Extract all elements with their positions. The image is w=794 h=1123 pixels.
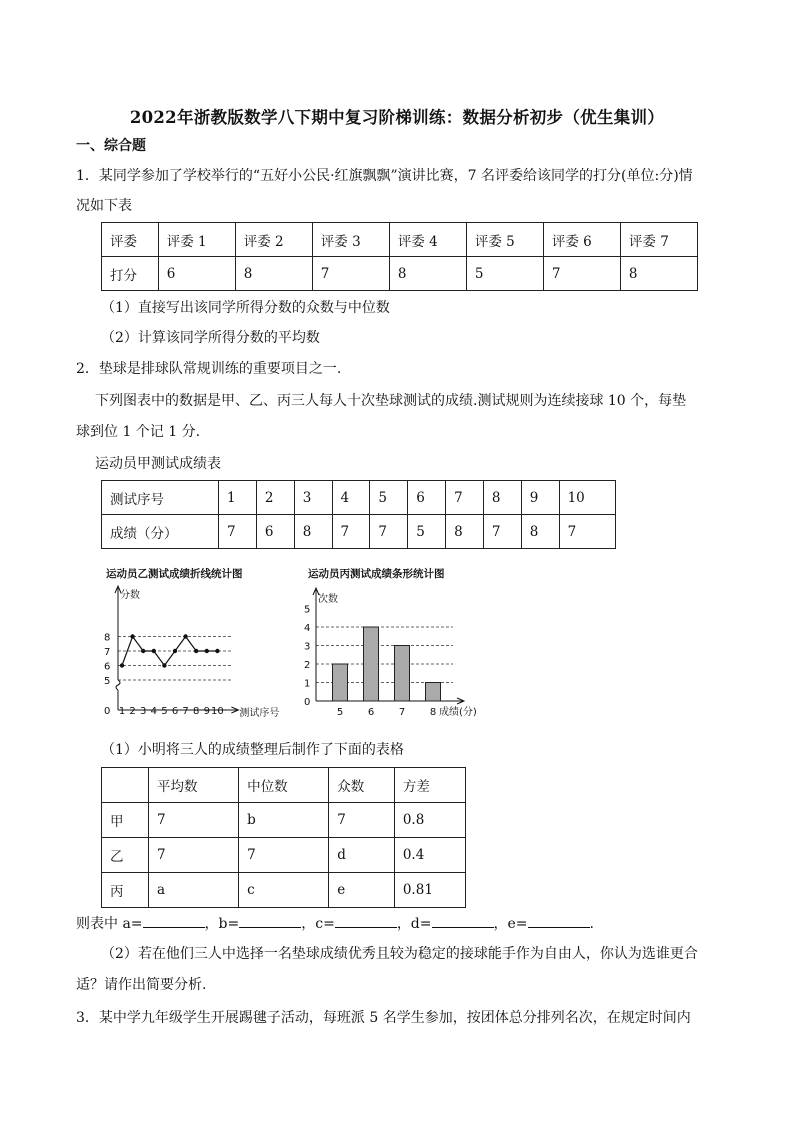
- y-tick-labels: [304, 605, 310, 690]
- table-cell: [102, 768, 149, 803]
- y-tick-label: 7: [104, 647, 111, 658]
- table-cell: 3: [294, 481, 332, 515]
- chart-title: 运动员乙测试成绩折线统计图: [106, 568, 243, 580]
- x-tick-label: 8: [193, 706, 200, 717]
- q2-sub1: （1）小明将三人的成绩整理后制作了下面的表格: [101, 742, 404, 758]
- y-tick-labels: [104, 633, 110, 688]
- table-cell: 评委 2: [235, 223, 312, 257]
- paper-title: 2022年浙教版数学八下期中复习阶梯训练：数据分析初步（优生集训）: [129, 108, 665, 127]
- table-cell: c: [239, 873, 329, 908]
- table-cell: 评委 3: [312, 223, 389, 257]
- y-axis-label: 分数: [120, 590, 140, 601]
- data-point: [141, 649, 145, 653]
- table-cell: d: [329, 838, 395, 873]
- table-cell: 7: [446, 481, 484, 515]
- table-cell: 5: [408, 515, 446, 549]
- athlete-c-bar-chart: [300, 562, 500, 724]
- section-heading: 一、综合题: [76, 138, 146, 154]
- fill-end: .: [589, 916, 594, 932]
- table-cell: 8: [235, 257, 312, 291]
- table-cell: 1: [219, 481, 257, 515]
- table-cell: 6: [256, 515, 294, 549]
- data-point: [120, 663, 124, 667]
- table-cell: 6: [408, 481, 446, 515]
- data-point: [183, 634, 187, 638]
- table-cell: 5: [370, 481, 408, 515]
- table-cell: 评委 5: [466, 223, 543, 257]
- q3-stem-line1: 3．某中学九年级学生开展踢毽子活动，每班派 5 名学生参加，按团体总分排列名次，在规定时间内: [76, 1010, 691, 1026]
- y-tick-label: 1: [304, 678, 311, 690]
- x-tick-labels: [119, 706, 224, 717]
- table-cell: 7: [239, 838, 329, 873]
- x-tick-label: 2: [129, 706, 136, 717]
- answer-blank-c[interactable]: [335, 913, 397, 928]
- data-point: [130, 634, 134, 638]
- table-cell: 评委 7: [620, 223, 697, 257]
- y-axis-label: 次数: [318, 594, 338, 605]
- y-tick-label: 5: [304, 604, 311, 616]
- table-cell: 6: [158, 257, 235, 291]
- table-cell: 8: [521, 515, 559, 549]
- table-cell: 8: [446, 515, 484, 549]
- x-tick-label: 7: [398, 707, 406, 718]
- table-cell: 评委 1: [158, 223, 235, 257]
- x-tick-label: 6: [367, 707, 375, 718]
- x-axis-label: 成绩(分): [439, 707, 477, 718]
- q2-summary-table: [101, 767, 466, 908]
- table-cell: 7: [329, 803, 395, 838]
- table-cell: 5: [466, 257, 543, 291]
- table-cell: e: [329, 873, 395, 908]
- x-tick-label: 5: [336, 707, 344, 718]
- y-tick-label: 8: [104, 632, 111, 644]
- data-point: [173, 649, 177, 653]
- x-tick-label: 5: [161, 706, 168, 717]
- bar: [333, 664, 348, 701]
- data-point: [215, 649, 219, 653]
- y-tick-label: 4: [304, 623, 311, 634]
- table-cell: 中位数: [239, 768, 329, 803]
- q1-score-table: [101, 222, 698, 291]
- data-point: [152, 649, 156, 653]
- table-cell: 8: [483, 481, 521, 515]
- fill-label-c: ，c=: [301, 916, 335, 932]
- y-tick-label: 6: [104, 661, 111, 673]
- table-cell: 7: [219, 515, 257, 549]
- q2-fill-blanks: [76, 913, 594, 934]
- data-point: [162, 663, 166, 667]
- table-cell: 众数: [329, 768, 395, 803]
- table-cell: 8: [620, 257, 697, 291]
- x-tick-label: 6: [171, 706, 179, 717]
- answer-blank-b[interactable]: [239, 913, 301, 928]
- table-cell: 10: [559, 481, 615, 515]
- table-cell: 0.81: [394, 873, 465, 908]
- chart-title: 运动员丙测试成绩条形统计图: [308, 568, 445, 580]
- data-point: [205, 649, 209, 653]
- origin-label: 0: [104, 706, 111, 717]
- table-cell: 乙: [102, 838, 149, 873]
- x-tick-label: 3: [140, 706, 147, 717]
- y-tick-label: 3: [304, 641, 311, 653]
- table-cell: 7: [483, 515, 521, 549]
- chart-grid: [118, 637, 231, 681]
- q1-sub1: （1）直接写出该同学所得分数的众数与中位数: [101, 300, 390, 316]
- table-cell: 平均数: [149, 768, 239, 803]
- x-axis-label: 测试序号: [239, 708, 280, 719]
- table-cell: 甲: [102, 803, 149, 838]
- q1-sub2: （2）计算该同学所得分数的平均数: [101, 330, 320, 346]
- table-cell: 方差: [394, 768, 465, 803]
- table-cell: 0.4: [394, 838, 465, 873]
- table-cell: 丙: [102, 873, 149, 908]
- table-cell: 7: [559, 515, 615, 549]
- table-cell: 9: [521, 481, 559, 515]
- fill-label-d: ，d=: [396, 916, 432, 932]
- table-cell: 7: [543, 257, 620, 291]
- x-tick-label: 9: [203, 706, 210, 717]
- table-cell: 2: [256, 481, 294, 515]
- table-cell: 7: [332, 515, 370, 549]
- x-tick-label: 8: [429, 707, 437, 718]
- answer-blank-d[interactable]: [432, 913, 494, 928]
- q2-table-title: 运动员甲测试成绩表: [95, 456, 221, 472]
- answer-blank-e[interactable]: [528, 913, 590, 928]
- q1-stem-line2: 况如下表: [76, 198, 132, 214]
- table-cell: 7: [149, 838, 239, 873]
- table-cell: a: [149, 873, 239, 908]
- q2-sub2-line1: （2）若在他们三人中选择一名垫球成绩优秀且较为稳定的接球能手作为自由人，你认为选谁更合: [101, 946, 698, 962]
- data-point: [194, 649, 198, 653]
- bar: [364, 627, 379, 701]
- table-cell: 8: [294, 515, 332, 549]
- q2-stem-line3: 球到位 1 个记 1 分.: [76, 424, 201, 440]
- table-cell: 7: [149, 803, 239, 838]
- table-cell: 评委: [102, 223, 159, 257]
- q2-athlete-a-table: [101, 480, 616, 549]
- y-tick-label: 2: [304, 660, 311, 671]
- bar: [395, 646, 410, 702]
- fill-label-b: ，b=: [204, 916, 240, 932]
- table-cell: 0.8: [394, 803, 465, 838]
- answer-blank-a[interactable]: [143, 913, 205, 928]
- origin-label: 0: [304, 697, 311, 708]
- table-cell: 测试序号: [102, 481, 219, 515]
- fill-label-e: ，e=: [493, 916, 528, 932]
- q2-stem-line2: 下列图表中的数据是甲、乙、丙三人每人十次垫球测试的成绩.测试规则为连续接球 10 个，每垫: [95, 393, 687, 409]
- table-cell: 评委 4: [389, 223, 466, 257]
- x-tick-label: 7: [182, 706, 189, 717]
- fill-prefix: 则表中 a=: [76, 916, 143, 932]
- x-tick-label: 1: [118, 706, 126, 717]
- table-cell: 4: [332, 481, 370, 515]
- athlete-b-line-chart: [96, 562, 306, 724]
- table-cell: 评委 6: [543, 223, 620, 257]
- table-cell: 7: [312, 257, 389, 291]
- table-cell: 8: [389, 257, 466, 291]
- bars: [333, 627, 441, 718]
- bar: [426, 683, 441, 702]
- table-cell: 7: [370, 515, 408, 549]
- y-tick-label: 5: [104, 676, 111, 687]
- q2-stem-line1: 2．垫球是排球队常规训练的重要项目之一.: [76, 361, 342, 377]
- table-cell: 打分: [102, 257, 159, 291]
- table-cell: 成绩（分）: [102, 515, 219, 549]
- q1-stem-line1: 1．某同学参加了学校举行的“五好小公民·红旗飘飘”演讲比赛，7 名评委给该同学的打分(单位:分)情: [76, 168, 693, 184]
- table-cell: b: [239, 803, 329, 838]
- q2-sub2-line2: 适？请作出简要分析.: [76, 977, 207, 993]
- x-tick-label: 10: [211, 706, 224, 717]
- axis-break-mark: [116, 680, 120, 690]
- x-tick-label: 4: [150, 706, 157, 717]
